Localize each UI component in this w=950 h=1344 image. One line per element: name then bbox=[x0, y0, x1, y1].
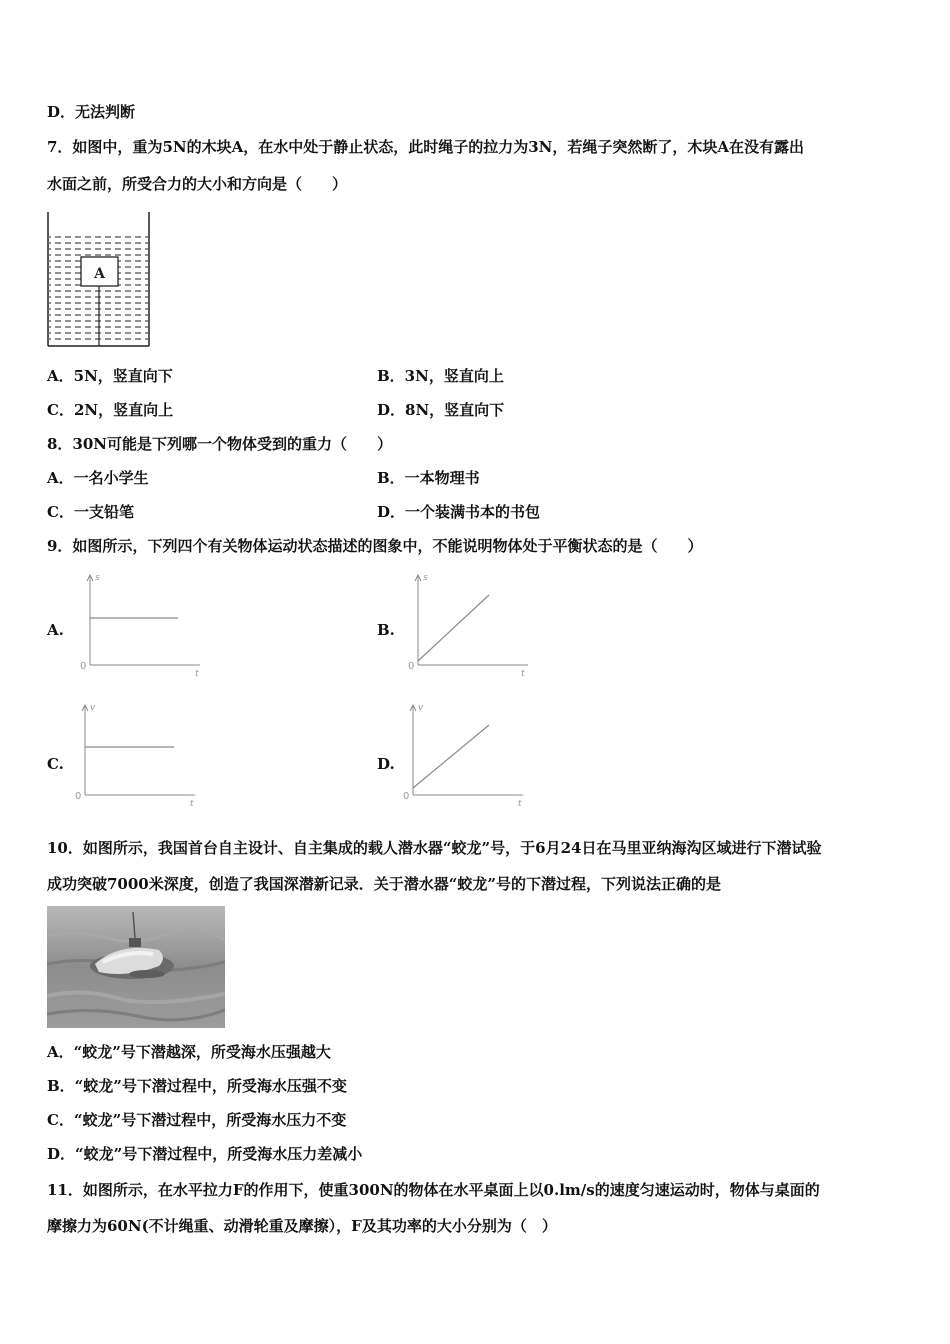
q7-option-a: A．5N，竖直向下 bbox=[47, 367, 173, 385]
q11-stem-line2: 摩擦力为60N(不计绳重、动滑轮重及摩擦），F及其功率的大小分别为（ ） bbox=[47, 1217, 557, 1235]
q10-stem-line2: 成功突破7000米深度，创造了我国深潜新记录．关于潜水器“蛟龙”号的下潜过程，下列说法正确的是 bbox=[47, 875, 722, 893]
svg-text:s: s bbox=[423, 573, 428, 583]
svg-text:t: t bbox=[521, 669, 525, 679]
svg-text:0: 0 bbox=[75, 791, 82, 802]
q7-water-container-figure bbox=[44, 210, 154, 350]
q9-stem: 9．如图所示，下列四个有关物体运动状态描述的图象中，不能说明物体处于平衡状态的是（ ） bbox=[47, 537, 703, 555]
svg-text:0: 0 bbox=[403, 791, 410, 802]
q8-stem: 8．30N可能是下列哪一个物体受到的重力（ ） bbox=[47, 435, 393, 453]
q9-graph-b bbox=[403, 570, 533, 680]
svg-text:0: 0 bbox=[80, 661, 87, 672]
q10-stem-line1: 10．如图所示，我国首台自主设计、自主集成的载人潜水器“蛟龙”号，于6月24日在马里亚纳海沟区域进行下潜试验 bbox=[47, 839, 822, 857]
block-a-label: A bbox=[94, 266, 105, 282]
svg-text:t: t bbox=[190, 799, 194, 809]
q9-graph-d bbox=[398, 700, 528, 810]
q9-graph-d-label: D. bbox=[377, 755, 395, 773]
svg-text:0: 0 bbox=[408, 661, 415, 672]
q7-option-b: B．3N，竖直向上 bbox=[377, 367, 504, 385]
q10-option-a: A．“蛟龙”号下潜越深，所受海水压强越大 bbox=[47, 1043, 331, 1061]
q10-option-b: B．“蛟龙”号下潜过程中，所受海水压强不变 bbox=[47, 1077, 347, 1095]
svg-text:t: t bbox=[518, 799, 522, 809]
q8-option-d: D．一个装满书本的书包 bbox=[377, 503, 541, 521]
q8-option-b: B．一本物理书 bbox=[377, 469, 480, 487]
q10-option-d: D．“蛟龙”号下潜过程中，所受海水压力差减小 bbox=[47, 1145, 363, 1163]
q10-option-c: C．“蛟龙”号下潜过程中，所受海水压力不变 bbox=[47, 1111, 347, 1129]
q8-option-c: C．一支铅笔 bbox=[47, 503, 134, 521]
graph-b-line bbox=[418, 595, 489, 661]
q10-submersible-photo bbox=[47, 906, 225, 1028]
q9-graph-b-label: B. bbox=[377, 621, 395, 639]
q6-option-d: D．无法判断 bbox=[47, 103, 136, 121]
svg-text:v: v bbox=[418, 703, 424, 713]
q9-graph-c-label: C. bbox=[47, 755, 64, 773]
svg-text:t: t bbox=[195, 669, 199, 679]
svg-text:s: s bbox=[95, 573, 100, 583]
q7-option-d: D．8N，竖直向下 bbox=[377, 401, 505, 419]
q7-stem-line2: 水面之前，所受合力的大小和方向是（ ） bbox=[47, 175, 348, 193]
q9-graph-a-label: A. bbox=[47, 621, 64, 639]
q9-graph-a bbox=[75, 570, 205, 680]
svg-text:v: v bbox=[90, 703, 96, 713]
q11-stem-line1: 11．如图所示，在水平拉力F的作用下，使重300N的物体在水平桌面上以0.lm/s的速度匀速运动时，物体与桌面的 bbox=[47, 1181, 820, 1199]
q9-graph-c bbox=[70, 700, 200, 810]
q7-stem-line1: 7．如图中，重为5N的木块A，在水中处于静止状态，此时绳子的拉力为3N，若绳子突然断了，木块A在没有露出 bbox=[47, 138, 805, 156]
q7-option-c: C．2N，竖直向上 bbox=[47, 401, 174, 419]
graph-d-line bbox=[413, 725, 489, 788]
q8-option-a: A．一名小学生 bbox=[47, 469, 149, 487]
